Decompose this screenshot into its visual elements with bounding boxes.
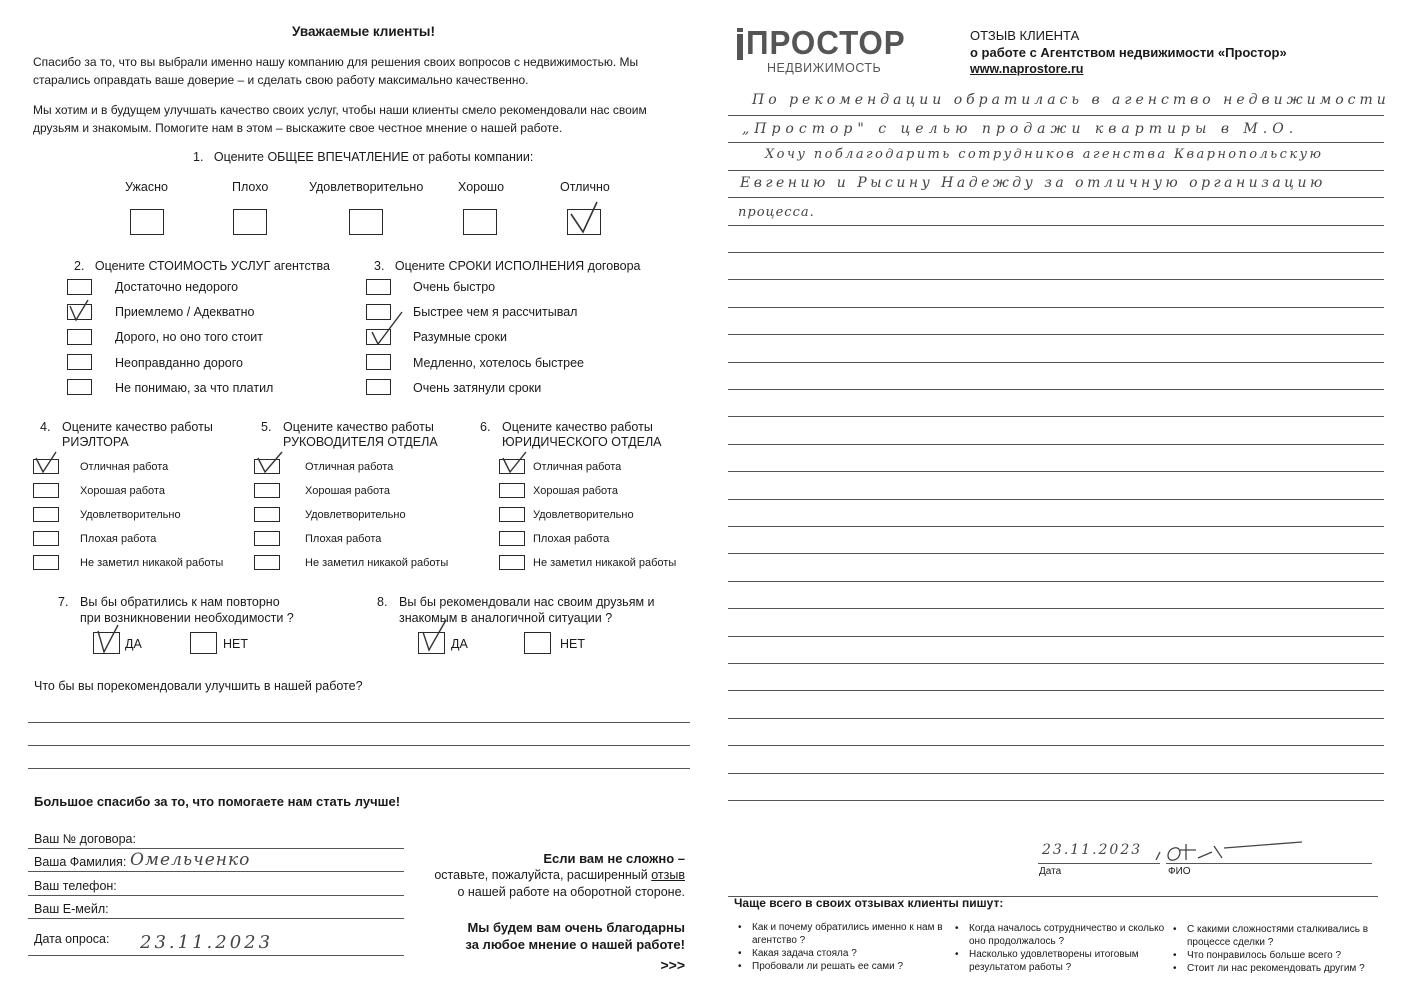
q3-number: 3.	[374, 259, 385, 273]
q2-number: 2.	[74, 259, 85, 273]
answer-line[interactable]	[28, 745, 690, 746]
review-ruled-line[interactable]	[728, 553, 1384, 554]
q4-label-target: РИЭЛТОРА	[62, 435, 129, 449]
q1-checkbox[interactable]	[349, 209, 383, 235]
review-title: ОТЗЫВ КЛИЕНТА	[970, 28, 1080, 43]
q4-label: Оцените качество работы	[62, 420, 213, 434]
review-ruled-line[interactable]	[728, 170, 1384, 171]
q6-label-target: ЮРИДИЧЕСКОГО ОТДЕЛА	[502, 435, 662, 449]
check-mark-icon	[66, 296, 96, 324]
surname-label: Ваша Фамилия:	[34, 855, 127, 869]
q6-checkbox[interactable]	[499, 507, 525, 522]
q1-option-label: Ужасно	[125, 180, 168, 194]
fio-signature-line[interactable]	[1166, 863, 1372, 864]
review-ruled-line[interactable]	[728, 279, 1384, 280]
note-line-5: за любое мнение о нашей работе!	[465, 937, 685, 952]
q5-option: Отличная работа	[305, 461, 394, 473]
review-ruled-line[interactable]	[728, 800, 1384, 801]
page-title: Уважаемые клиенты!	[292, 24, 435, 39]
q8-no-label: НЕТ	[560, 637, 585, 651]
review-ruled-line[interactable]	[728, 526, 1384, 527]
q1-checkbox[interactable]	[233, 209, 267, 235]
q6-option: Отличная работа	[533, 461, 622, 473]
date-value: 23.11.2023	[140, 932, 274, 953]
q7-label: Вы бы обратились к нам повторно	[80, 595, 280, 609]
q5-label: Оцените качество работы	[283, 420, 434, 434]
tip-item: • Пробовали ли решать ее сами ?	[752, 960, 947, 973]
q6-checkbox[interactable]	[499, 531, 525, 546]
note-line-4: Мы будем вам очень благодарны	[467, 920, 685, 935]
date-label: Дата опроса:	[34, 932, 110, 946]
q5-number: 5.	[261, 420, 272, 434]
improve-question: Что бы вы порекомендовали улучшить в нашей работе?	[34, 679, 363, 693]
review-ruled-line[interactable]	[728, 471, 1384, 472]
q8-number: 8.	[377, 595, 388, 609]
q5-checkbox[interactable]	[254, 555, 280, 570]
review-ruled-line[interactable]	[728, 718, 1384, 719]
review-text-line: процесса.	[738, 205, 815, 220]
q4-option: Хорошая работа	[80, 485, 165, 497]
date-caption: Дата	[1039, 866, 1062, 877]
q2-text: Оцените СТОИМОСТЬ УСЛУГ агентства	[94, 259, 330, 273]
phone-field[interactable]	[28, 895, 404, 896]
q2-option: Не понимаю, за что платил	[115, 381, 274, 395]
review-ruled-line[interactable]	[728, 636, 1384, 637]
q7-number: 7.	[58, 595, 69, 609]
signature-date: 23.11.2023	[1042, 842, 1143, 858]
review-ruled-line[interactable]	[728, 307, 1384, 308]
note-line-1: Если вам не сложно –	[543, 851, 685, 866]
q3-option: Медленно, хотелось быстрее	[413, 356, 584, 370]
review-ruled-line[interactable]	[728, 581, 1384, 582]
website-link[interactable]: www.naprostore.ru	[970, 62, 1084, 76]
review-text-line: „Простор" с целью продажи квартиры в М.О.	[742, 121, 1299, 137]
q4-checkbox[interactable]	[33, 555, 59, 570]
q2-option: Приемлемо / Адекватно	[115, 305, 255, 319]
q8-label: Вы бы рекомендовали нас своим друзьям и	[399, 595, 655, 609]
q3-label	[374, 259, 641, 273]
review-ruled-line[interactable]	[728, 362, 1384, 363]
review-ruled-line[interactable]	[728, 389, 1384, 390]
note-line-2-text: оставьте, пожалуйста, расширенный	[434, 868, 652, 882]
q6-option: Не заметил никакой работы	[533, 557, 677, 569]
q7-yes-label: ДА	[125, 637, 142, 651]
tip-item: • С какими сложностями сталкивались в процессе сделки ?	[1187, 923, 1382, 949]
email-field[interactable]	[28, 918, 404, 919]
q4-checkbox[interactable]	[33, 507, 59, 522]
review-subtitle: о работе с Агентством недвижимости «Простор»	[970, 45, 1287, 60]
q4-option: Плохая работа	[80, 533, 157, 545]
review-ruled-line[interactable]	[728, 608, 1384, 609]
logo-wordmark: ПРОСТОР	[746, 24, 906, 61]
q3-checkbox[interactable]	[366, 354, 391, 370]
q3-text: Оцените СРОКИ ИСПОЛНЕНИЯ договора	[394, 259, 641, 273]
q2-checkbox[interactable]	[67, 279, 92, 295]
q5-label-target: РУКОВОДИТЕЛЯ ОТДЕЛА	[283, 435, 438, 449]
logo-subtitle: НЕДВИЖИМОСТЬ	[767, 61, 882, 75]
review-ruled-line[interactable]	[728, 663, 1384, 664]
check-mark-icon	[92, 623, 124, 655]
q1-checkbox[interactable]	[463, 209, 497, 235]
review-ruled-line[interactable]	[728, 444, 1384, 445]
q2-option: Дорого, но оно того стоит	[115, 330, 263, 344]
review-ruled-line[interactable]	[728, 334, 1384, 335]
note-line-3: о нашей работе на оборотной стороне.	[457, 885, 685, 899]
answer-line[interactable]	[28, 768, 690, 769]
q1-option-label: Отлично	[560, 180, 610, 194]
check-mark-icon	[254, 450, 286, 476]
q7-no-checkbox[interactable]	[190, 632, 217, 654]
answer-line[interactable]	[28, 722, 690, 723]
q6-number: 6.	[480, 420, 491, 434]
contract-field[interactable]	[28, 848, 404, 849]
q3-checkbox[interactable]	[366, 279, 391, 295]
review-ruled-line[interactable]	[728, 197, 1384, 198]
thanks-heading: Большое спасибо за то, что помогаете нам стать лучше!	[34, 794, 401, 809]
q3-option: Быстрее чем я рассчитывал	[413, 305, 578, 319]
q7-no-label: НЕТ	[223, 637, 248, 651]
surname-field[interactable]	[28, 871, 404, 872]
q2-option: Неоправданно дорого	[115, 356, 243, 370]
q6-label: Оцените качество работы	[502, 420, 653, 434]
fio-caption: ФИО	[1168, 866, 1191, 877]
q4-option: Удовлетворительно	[80, 509, 181, 521]
q5-option: Удовлетворительно	[305, 509, 406, 521]
q1-number: 1.	[193, 150, 204, 164]
q5-checkbox[interactable]	[254, 507, 280, 522]
q3-option: Разумные сроки	[413, 330, 507, 344]
q5-checkbox[interactable]	[254, 531, 280, 546]
q1-option-label: Удовлетворительно	[309, 180, 424, 194]
date-signature-line[interactable]	[1038, 863, 1160, 864]
review-link[interactable]: отзыв	[651, 868, 685, 882]
q5-option: Не заметил никакой работы	[305, 557, 449, 569]
q6-option: Хорошая работа	[533, 485, 618, 497]
q2-checkbox[interactable]	[67, 329, 92, 345]
tip-item: • Когда началось сотрудничество и сколько оно продолжалось ?	[969, 922, 1169, 948]
q5-option: Хорошая работа	[305, 485, 390, 497]
q1-text: Оцените ОБЩЕЕ ВПЕЧАТЛЕНИЕ от работы компании:	[213, 150, 534, 164]
check-mark-icon	[566, 200, 606, 236]
check-mark-icon	[499, 450, 531, 476]
q5-option: Плохая работа	[305, 533, 382, 545]
review-ruled-line[interactable]	[728, 416, 1384, 417]
review-ruled-line[interactable]	[728, 690, 1384, 691]
q4-checkbox[interactable]	[33, 483, 59, 498]
q1-option-label: Хорошо	[458, 180, 505, 194]
q2-option: Достаточно недорого	[115, 280, 239, 294]
review-text-line: Хочу поблагодарить сотрудников агенства Кварнопольскую	[765, 147, 1324, 162]
tips-title: Чаще всего в своих отзывах клиенты пишут:	[734, 896, 1004, 910]
review-ruled-line[interactable]	[728, 773, 1384, 774]
q4-checkbox[interactable]	[33, 531, 59, 546]
q4-option: Отличная работа	[80, 461, 169, 473]
check-mark-icon	[366, 310, 406, 348]
q3-option: Очень затянули сроки	[413, 381, 542, 395]
q6-option: Плохая работа	[533, 533, 610, 545]
q6-checkbox[interactable]	[499, 483, 525, 498]
q2-checkbox[interactable]	[67, 354, 92, 370]
q8-label-2: знакомым в аналогичной ситуации ?	[399, 611, 613, 625]
tip-item: • Что понравилось больше всего ?	[1187, 949, 1382, 962]
tip-item: • Как и почему обратились именно к нам в агентство ?	[752, 921, 947, 947]
tip-item: • Какая задача стояла ?	[752, 947, 947, 960]
review-ruled-line[interactable]	[728, 115, 1384, 116]
check-mark-icon	[32, 450, 62, 476]
q6-option: Удовлетворительно	[533, 509, 634, 521]
review-ruled-line[interactable]	[728, 225, 1384, 226]
intro-paragraph-2: Мы хотим и в будущем улучшать качество своих услуг, чтобы наши клиенты смело рекомендовали нас своим друзьям и знакомым. Помогите нам в этом – выскажите свое честное мнение о нашей работе.	[33, 103, 647, 135]
email-label: Ваш Е-мейл:	[34, 902, 109, 916]
q4-option: Не заметил никакой работы	[80, 557, 224, 569]
review-ruled-line[interactable]	[728, 252, 1384, 253]
contract-label: Ваш № договора:	[34, 832, 136, 846]
arrows-icon: >>>	[660, 957, 685, 973]
check-mark-icon	[418, 618, 452, 654]
q8-no-checkbox[interactable]	[524, 632, 551, 654]
q8-yes-label: ДА	[451, 637, 468, 651]
q7-label-2: при возникновении необходимости ?	[80, 611, 294, 625]
q1-checkbox[interactable]	[130, 209, 164, 235]
review-ruled-line[interactable]	[728, 745, 1384, 746]
phone-label: Ваш телефон:	[34, 879, 117, 893]
surname-value: Омельченко	[130, 850, 251, 870]
q1-label	[193, 150, 533, 164]
q3-checkbox[interactable]	[366, 379, 391, 395]
review-text-line: Евгению и Рысину Надежду за отличную организацию	[740, 175, 1326, 191]
note-line-2	[434, 868, 685, 882]
date-field[interactable]	[28, 955, 404, 956]
review-text-line: По рекомендации обратилась в агенство недвижимости	[752, 92, 1390, 108]
q2-checkbox[interactable]	[67, 379, 92, 395]
q5-checkbox[interactable]	[254, 483, 280, 498]
q1-option-label: Плохо	[232, 180, 269, 194]
tip-item: • Стоит ли нас рекомендовать другим ?	[1187, 962, 1382, 975]
q2-label	[74, 259, 330, 273]
q6-checkbox[interactable]	[499, 555, 525, 570]
tip-item: • Насколько удовлетворены итоговым результатом работы ?	[969, 948, 1169, 974]
intro-paragraph-1: Спасибо за то, что вы выбрали именно нашу компанию для решения своих вопросов с недвижимостью. Мы старались оправдать ваше доверие – и сделать свою работу максимально качественно.	[33, 55, 639, 87]
q4-number: 4.	[40, 420, 51, 434]
review-ruled-line[interactable]	[728, 499, 1384, 500]
q3-option: Очень быстро	[413, 280, 496, 294]
review-ruled-line[interactable]	[728, 142, 1384, 143]
